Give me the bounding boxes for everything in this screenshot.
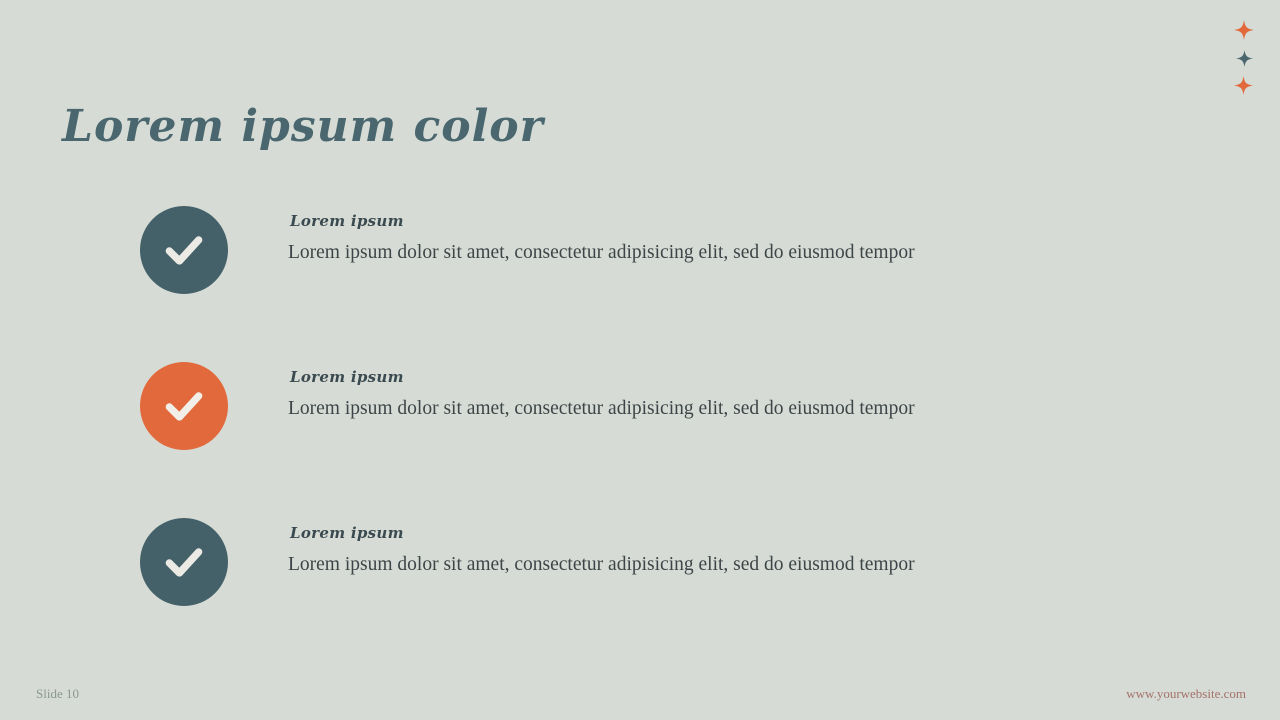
list-item-body: Lorem ipsum dolor sit amet, consectetur adipisicing elit, sed do eiusmod tempor bbox=[288, 242, 915, 263]
sparkle-orange-top-icon bbox=[1234, 20, 1254, 40]
list-item-body: Lorem ipsum dolor sit amet, consectetur adipisicing elit, sed do eiusmod tempor bbox=[288, 398, 915, 419]
page-title: Lorem ipsum color bbox=[62, 101, 544, 153]
list-item-text bbox=[288, 368, 1128, 422]
sparkle-orange-bottom-icon bbox=[1234, 76, 1253, 95]
slide-number: Slide 10 bbox=[36, 686, 79, 701]
list-item-text bbox=[288, 212, 1128, 266]
list-item-heading: Lorem ipsum bbox=[290, 212, 404, 230]
bullet-list bbox=[140, 198, 1140, 666]
list-item-heading: Lorem ipsum bbox=[290, 368, 404, 386]
list-item bbox=[140, 198, 1140, 354]
list-item-heading: Lorem ipsum bbox=[290, 524, 404, 542]
list-item bbox=[140, 354, 1140, 510]
check-circle-icon bbox=[140, 362, 228, 450]
list-item bbox=[140, 510, 1140, 666]
sparkle-teal-middle-icon bbox=[1236, 50, 1253, 67]
check-circle-icon bbox=[140, 518, 228, 606]
sparkle-decoration-group bbox=[1226, 10, 1266, 100]
list-item-text bbox=[288, 524, 1128, 578]
check-circle-icon bbox=[140, 206, 228, 294]
website-url: www.yourwebsite.com bbox=[1126, 686, 1246, 701]
list-item-body: Lorem ipsum dolor sit amet, consectetur adipisicing elit, sed do eiusmod tempor bbox=[288, 554, 915, 575]
